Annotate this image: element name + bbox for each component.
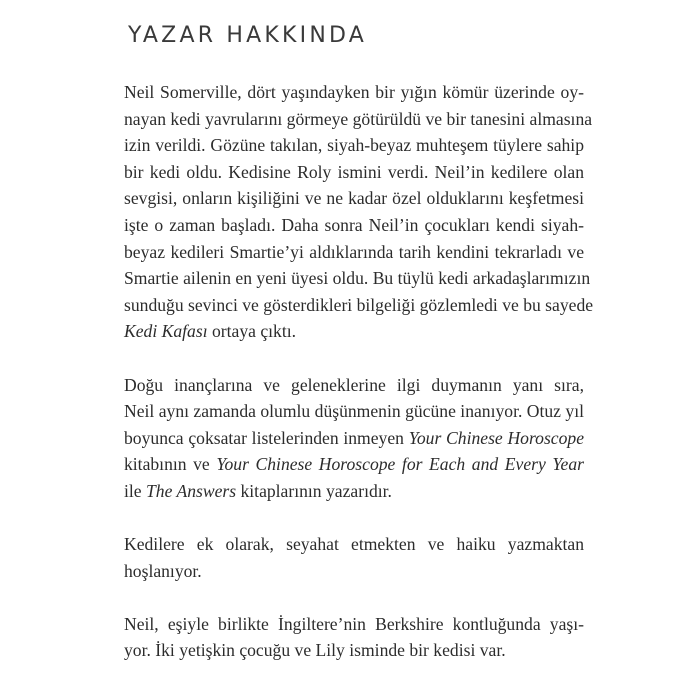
paragraph: [124, 372, 584, 505]
paragraph: [124, 79, 594, 345]
text-run: sunduğu sevinci ve gösterdikleri bilgeliği gözlemledi ve bu sayede: [124, 294, 594, 315]
text-line: [124, 372, 584, 399]
text-run: ortaya çıktı.: [207, 321, 297, 342]
text-run: kitaplarının yazarıdır.: [236, 480, 392, 501]
italic-title: Your Chinese Horoscope: [408, 427, 585, 448]
page-title: YAZAR HAKKINDA: [128, 23, 367, 48]
text-line: [124, 398, 584, 425]
text-run: Neil Somerville, dört yaşındayken bir yığın kömür üzerinde oy-: [124, 82, 584, 102]
italic-title: Your Chinese Horoscope for Each and Every Year: [216, 454, 584, 475]
paragraph: [124, 611, 584, 664]
text-line: [124, 212, 584, 239]
text-run: nayan kedi yavrularını görmeye götürüldü ve bir tanesini almasına: [124, 108, 593, 129]
text-run: kitabının ve: [124, 454, 217, 475]
text-line: [124, 159, 584, 186]
text-line: [124, 79, 584, 106]
italic-title: The Answers: [145, 480, 237, 501]
text-line: [124, 318, 584, 345]
text-line: [124, 239, 584, 266]
text-line: [124, 637, 584, 664]
text-run: Doğu inançlarına ve geleneklerine ilgi duymanın yanı sıra,: [124, 374, 584, 395]
text-run: bir kedi oldu. Kedisine Roly ismini verdi. Neil’in kedilere olan: [124, 161, 584, 182]
text-run: sevgisi, onların kişiliğini ve ne kadar özel olduklarını keşfetmesi: [124, 188, 584, 209]
text-line: [124, 425, 584, 452]
text-run: ile: [124, 480, 146, 501]
text-line: [124, 265, 591, 292]
author-bio: [124, 79, 594, 691]
text-line: [124, 611, 584, 638]
text-run: işte o zaman başladı. Daha sonra Neil’in çocukları kendi siyah-: [124, 214, 584, 235]
text-run: Smartie ailenin en yeni üyesi oldu. Bu tüylü kedi arkadaşlarımızın: [124, 268, 591, 289]
text-line: [124, 478, 584, 505]
text-line: [124, 558, 584, 585]
text-line: [124, 106, 593, 133]
paragraph: [124, 531, 584, 584]
italic-title: Kedi Kafası: [124, 321, 208, 342]
text-line: [124, 451, 584, 478]
text-line: [124, 132, 584, 159]
text-line: [124, 531, 584, 558]
text-run: Neil, eşiyle birlikte İngiltere’nin Berkshire kontluğunda yaşı-: [124, 613, 584, 634]
text-line: [124, 292, 594, 319]
text-run: Neil aynı zamanda olumlu düşünmenin gücüne inanıyor. Otuz yıl: [124, 401, 584, 422]
text-line: [124, 185, 584, 212]
text-run: yor. İki yetişkin çocuğu ve Lily isminde bir kedisi var.: [124, 640, 506, 661]
text-run: boyunca çoksatar listelerinden inmeyen: [124, 427, 409, 448]
text-run: Kedilere ek olarak, seyahat etmekten ve haiku yazmaktan: [124, 534, 584, 555]
text-run: hoşlanıyor.: [124, 560, 202, 581]
text-run: izin verildi. Gözüne takılan, siyah-beyaz muhteşem tüylere sahip: [124, 135, 584, 156]
text-run: beyaz kedileri Smartie’yi aldıklarında tarih kendini tekrarladı ve: [124, 241, 584, 262]
